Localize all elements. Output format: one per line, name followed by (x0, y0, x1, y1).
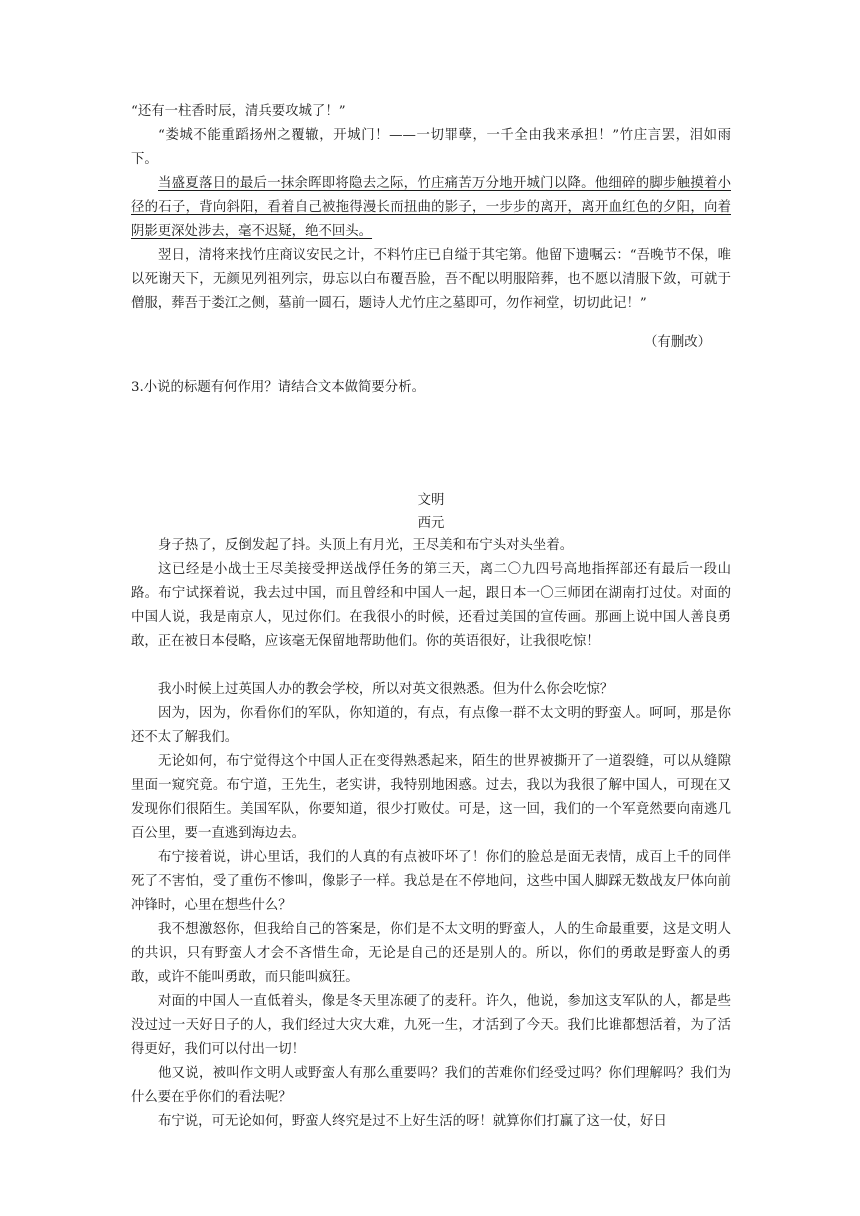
story-paragraph: 因为，因为，你看你们的军队，你知道的，有点，有点像一群不太文明的野蛮人。呵呵，那是你还不太了解我们。 (131, 706, 731, 745)
story-author: 西元 (417, 516, 445, 531)
dialogue-line: “还有一柱香时辰，清兵要攻城了！” (131, 104, 346, 119)
story-paragraph: 我不想激怒你，但我给自己的答案是，你们是不太文明的野蛮人，人的生命最重要，这是文明人的共识，只有野蛮人才会不吝惜生命，无论是自己的还是别人的。所以，你们的勇敢是野蛮人的勇敢，或许不能叫勇敢，而只能叫疯狂。 (131, 922, 731, 985)
story-paragraph: 我小时候上过英国人办的教会学校，所以对英文很熟悉。但为什么你会吃惊？ (158, 682, 614, 697)
story-paragraph: 身子热了，反倒发起了抖。头顶上有月光，王尽美和布宁头对头坐着。 (158, 538, 574, 553)
story-paragraph: 布宁接着说，讲心里话，我们的人真的有点被吓坏了！你们的脸总是面无表情，成百上千的同伴死了不害怕，受了重伤不惨叫，像影子一样。我总是在不停地问，这些中国人脚踩无数战友尸体向前冲锋时，心里在想些什么？ (131, 850, 731, 913)
underlined-paragraph: 当盛夏落日的最后一抹余晖即将隐去之际，竹庄痛苦万分地开城门以降。他细碎的脚步触摸着小径的石子，背向斜阳，看着自己被拖得漫长而扭曲的影子，一步步的离开，离开血红色的夕阳，向着阴影更深处涉去，毫不迟疑，绝不回头。 (131, 176, 731, 239)
story-paragraph: 这已经是小战士王尽美接受押送战俘任务的第三天，离二〇九四号高地指挥部还有最后一段山路。布宁试探着说，我去过中国，而且曾经和中国人一起，跟日本一〇三师团在湖南打过仗。对面的中国人说，我是南京人，见过你们。在我很小的时候，还看过美国的宣传画。那画上说中国人善良勇敢，正在被日本侵略，应该毫无保留地帮助他们。你的英语很好，让我很吃惊！ (131, 562, 731, 649)
question-3: 3.小说的标题有何作用？请结合文本做简要分析。 (131, 380, 425, 395)
story-title: 文明 (417, 493, 445, 508)
dialogue-paragraph: “娄城不能重蹈扬州之覆辙，开城门！——一切罪孽，一千全由我来承担！”竹庄言罢，泪如雨下。 (131, 128, 731, 167)
story-paragraph: 翌日，清将来找竹庄商议安民之计，不料竹庄已自缢于其宅第。他留下遗嘱云：“吾晚节不保，唯以死谢天下，无颜见列祖列宗，毋忘以白布覆吾脸，吾不配以明服陪葬，也不愿以清服下敛，可就于僧服，葬吾于娄江之侧，墓前一圆石，题诗人尤竹庄之墓即可，勿作祠堂，切切此记！” (131, 248, 731, 311)
story-paragraph: 布宁说，可无论如何，野蛮人终究是过不上好生活的呀！就算你们打赢了这一仗，好日 (158, 1114, 667, 1129)
story-paragraph: 对面的中国人一直低着头，像是冬天里冻硬了的麦秆。许久，他说，参加这支军队的人，都是些没过过一天好日子的人，我们经过大灾大难，九死一生，才活到了今天。我们比谁都想活着，为了活得更好，我们可以付出一切！ (131, 994, 731, 1057)
edit-note: （有删改） (644, 335, 711, 350)
story-paragraph: 无论如何，布宁觉得这个中国人正在变得熟悉起来，陌生的世界被撕开了一道裂缝，可以从缝隙里面一窥究竟。布宁道，王先生，老实讲，我特别地困惑。过去，我以为我很了解中国人，可现在又发现你们很陌生。美国军队，你要知道，很少打败仗。可是，这一回，我们的一个军竟然要向南逃几百公里，要一直逃到海边去。 (131, 754, 731, 841)
story-paragraph: 他又说，被叫作文明人或野蛮人有那么重要吗？我们的苦难你们经受过吗？你们理解吗？我们为什么要在乎你们的看法呢？ (131, 1066, 731, 1105)
